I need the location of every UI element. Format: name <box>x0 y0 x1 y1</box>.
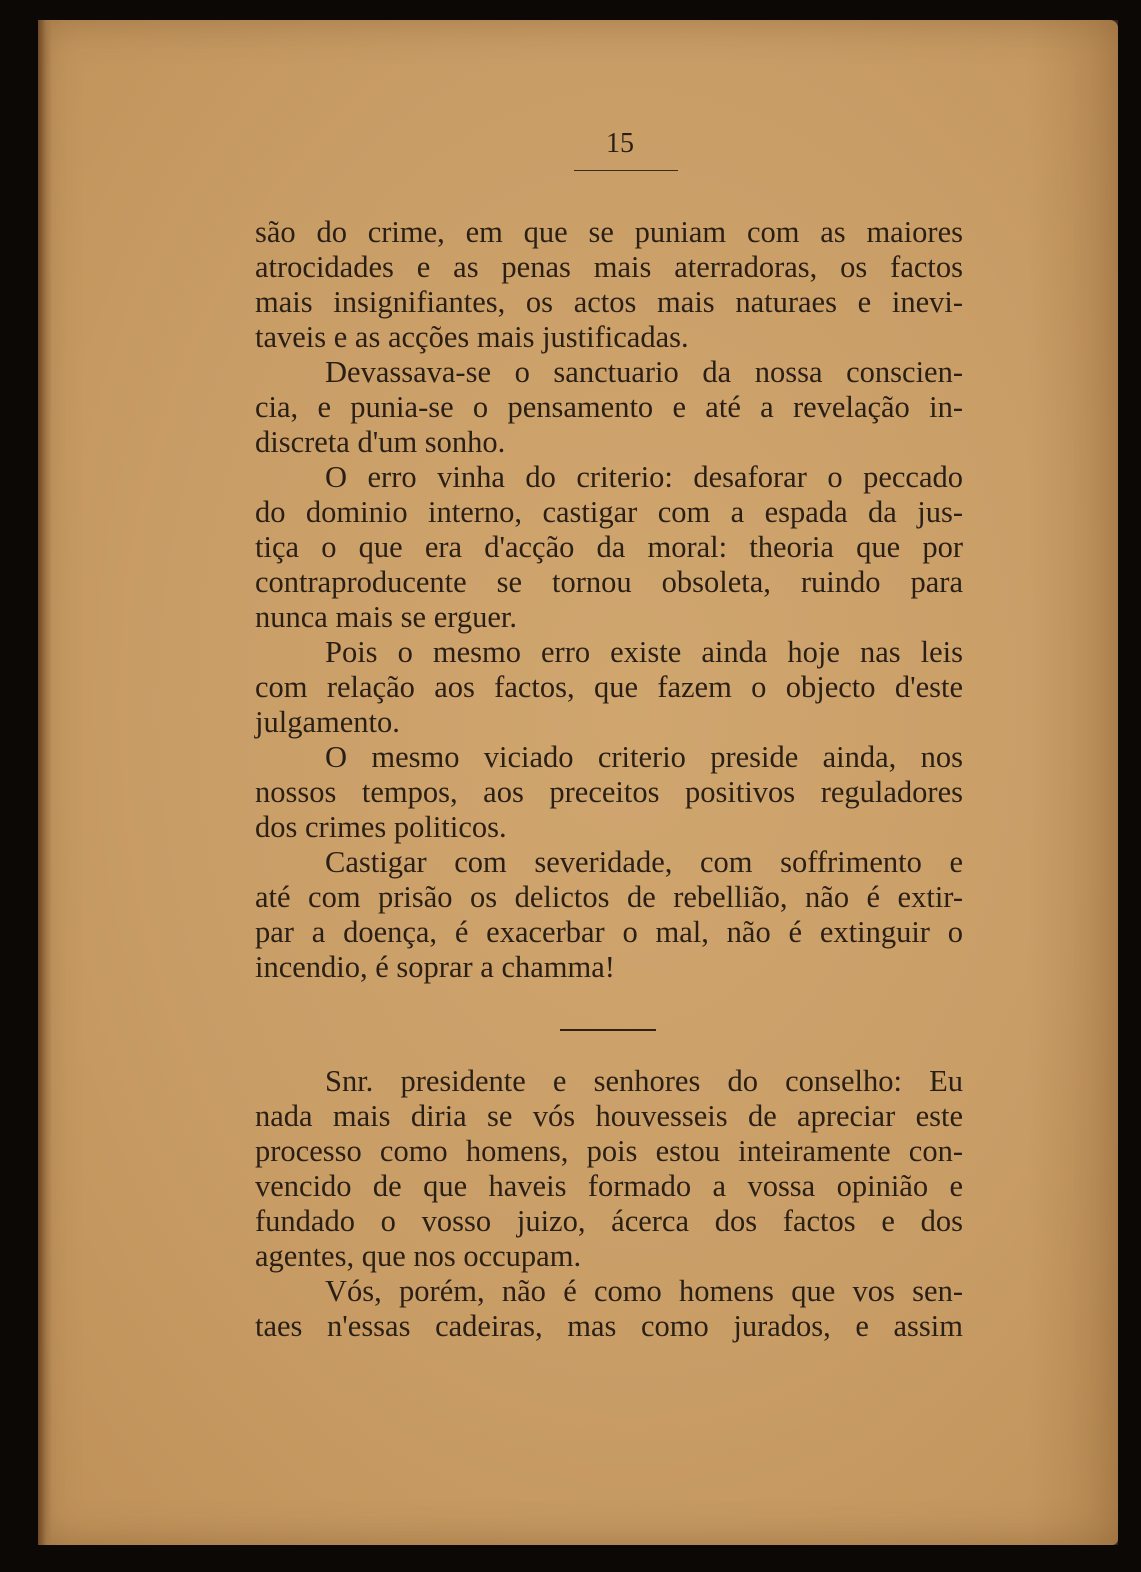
text-line: nunca mais se erguer. <box>255 600 517 634</box>
text-line: Vós, porém, não é como homens que vos sen- <box>325 1274 963 1308</box>
text-line: Snr. presidente e senhores do conselho: Eu <box>325 1064 963 1098</box>
text-line: nada mais diria se vós houvesseis de apreciar este <box>255 1099 963 1133</box>
text-line: incendio, é soprar a chamma! <box>255 950 615 984</box>
page-gutter-shadow <box>38 20 52 1545</box>
paragraph-continuation <box>255 215 963 355</box>
text-line: Devassava-se o sanctuario da nossa conscien- <box>325 355 963 389</box>
text-block-lower <box>255 1064 963 1344</box>
text-line: dos crimes politicos. <box>255 810 507 844</box>
text-line: tiça o que era d'acção da moral: theoria que por <box>255 530 963 564</box>
paragraph <box>255 635 963 740</box>
text-line: até com prisão os delictos de rebellião, não é extir- <box>255 880 963 914</box>
paragraph <box>255 460 963 635</box>
text-line: Pois o mesmo erro existe ainda hoje nas leis <box>325 635 963 669</box>
text-line: nossos tempos, aos preceitos positivos reguladores <box>255 775 963 809</box>
text-line: taes n'essas cadeiras, mas como jurados, e assim <box>255 1309 963 1343</box>
text-block-upper <box>255 215 963 985</box>
text-line: contraproducente se tornou obsoleta, ruindo para <box>255 565 963 599</box>
text-line: par a doença, é exacerbar o mal, não é extinguir o <box>255 915 963 949</box>
text-line: agentes, que nos occupam. <box>255 1239 582 1273</box>
text-line: do dominio interno, castigar com a espada da jus- <box>255 495 963 529</box>
text-line: cia, e punia-se o pensamento e até a revelação in- <box>255 390 963 424</box>
text-line: Castigar com severidade, com soffrimento e <box>325 845 963 879</box>
text-line: O erro vinha do criterio: desaforar o peccado <box>325 460 963 494</box>
text-line: mais insignifiantes, os actos mais naturaes e inevi- <box>255 285 963 319</box>
paragraph <box>255 740 963 845</box>
page-number: 15 <box>606 128 634 159</box>
text-line: taveis e as acções mais justificadas. <box>255 320 689 354</box>
text-line: discreta d'um sonho. <box>255 425 506 459</box>
text-line: julgamento. <box>255 705 400 739</box>
page-edge-stain <box>1028 20 1118 1545</box>
paragraph <box>255 845 963 985</box>
paragraph <box>255 1274 963 1344</box>
paragraph <box>255 355 963 460</box>
text-line: fundado o vosso juizo, ácerca dos factos e dos <box>255 1204 963 1238</box>
text-line: atrocidades e as penas mais aterradoras, os factos <box>255 250 963 284</box>
section-divider <box>560 1029 656 1031</box>
text-line: O mesmo viciado criterio preside ainda, nos <box>325 740 963 774</box>
text-line: são do crime, em que se puniam com as maiores <box>255 215 963 249</box>
text-line: processo como homens, pois estou inteiramente con- <box>255 1134 963 1168</box>
text-line: com relação aos factos, que fazem o objecto d'este <box>255 670 963 704</box>
paragraph <box>255 1064 963 1274</box>
text-line: vencido de que haveis formado a vossa opinião e <box>255 1169 963 1203</box>
header-rule <box>574 170 678 171</box>
